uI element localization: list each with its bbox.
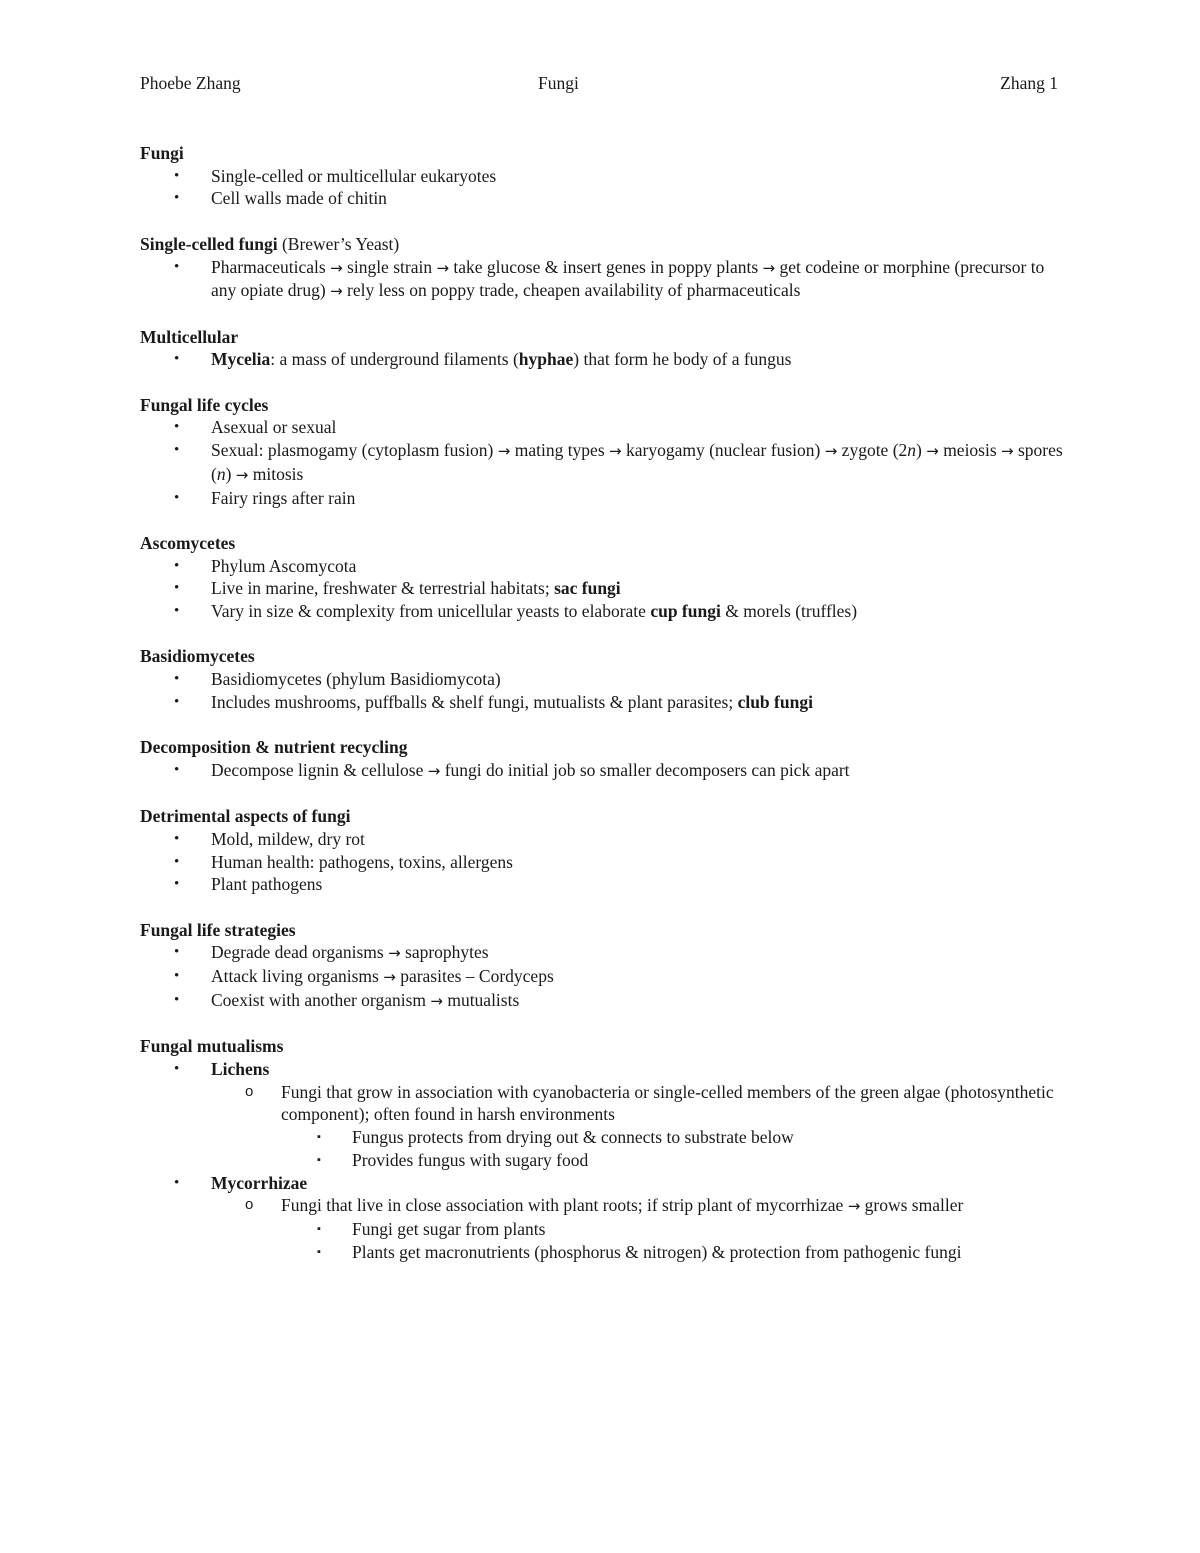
text-run: fungi do initial job so smaller decomposers can pick apart xyxy=(440,759,850,780)
text-run: Fungus protects from drying out & connects to substrate below xyxy=(352,1127,794,1148)
text-run: Fungi that grow in association with cyanobacteria or single-celled members of the green algae (photosynthetic component); often found in harsh environments xyxy=(281,1081,1054,1125)
text-run: mitosis xyxy=(248,463,304,484)
arrow-right-icon: → xyxy=(926,442,939,461)
arrow-right-icon: → xyxy=(497,442,511,461)
bullet-list xyxy=(140,348,1070,371)
section xyxy=(140,233,1070,303)
list-item-text xyxy=(211,257,1044,301)
text-run: ) xyxy=(916,440,927,461)
document-body xyxy=(140,142,1070,1286)
list-item xyxy=(140,1058,1070,1081)
arrow-right-icon: → xyxy=(383,968,396,987)
bullet-list xyxy=(140,759,1070,783)
bullet-list xyxy=(140,555,1070,623)
text-run: Asexual or sexual xyxy=(211,417,337,438)
section-heading xyxy=(140,394,1070,417)
bullet-list xyxy=(140,828,1070,896)
bullet-icon: • xyxy=(174,671,180,688)
bullet-icon: • xyxy=(174,761,180,778)
section-title: Fungal mutualisms xyxy=(140,1036,284,1057)
bullet-icon: • xyxy=(174,830,180,847)
section-title: Fungal life strategies xyxy=(140,919,296,940)
text-run: Fungi that live in close association with plant roots; if strip plant of mycorrhizae xyxy=(281,1195,848,1216)
list-item-text xyxy=(211,488,355,508)
italic-symbol: n xyxy=(216,463,226,484)
list-item xyxy=(140,759,1070,783)
bullet-icon: • xyxy=(174,442,180,459)
square-bullet-icon: ▪ xyxy=(317,1245,321,1258)
section-title: Ascomycetes xyxy=(140,532,236,553)
arrow-right-icon: → xyxy=(436,258,450,277)
bullet-icon: • xyxy=(174,876,180,893)
list-item xyxy=(140,965,1070,989)
section-heading xyxy=(140,326,1070,349)
text-run: Sexual: plasmogamy (cytoplasm fusion) xyxy=(211,440,498,461)
bullet-icon: • xyxy=(174,603,180,619)
text-run: saprophytes xyxy=(400,942,489,963)
bold-term: Lichens xyxy=(211,1058,270,1079)
arrow-right-icon: → xyxy=(847,1197,861,1216)
list-item-text xyxy=(281,1195,963,1215)
bullet-icon: • xyxy=(174,190,180,207)
list-item xyxy=(140,828,1070,851)
text-run: Attack living organisms xyxy=(211,966,384,987)
text-run: Cell walls made of chitin xyxy=(211,188,387,209)
text-run: Degrade dead organisms xyxy=(211,942,389,963)
list-item xyxy=(140,600,1070,623)
text-run: Fairy rings after rain xyxy=(211,487,356,508)
arrow-right-icon: → xyxy=(609,442,622,461)
bullet-icon: • xyxy=(174,258,180,275)
text-run: ) that form he body of a fungus xyxy=(573,349,792,370)
bullet-icon: • xyxy=(174,167,180,184)
text-run: Phylum Ascomycota xyxy=(211,555,357,576)
section xyxy=(140,532,1070,623)
list-item xyxy=(140,487,1070,510)
section-heading xyxy=(140,233,1070,256)
section-title: Multicellular xyxy=(140,326,239,347)
circle-bullet-icon: o xyxy=(245,1196,254,1214)
list-item xyxy=(140,1149,1070,1172)
list-item-text xyxy=(211,966,554,986)
bold-term: sac fungi xyxy=(554,578,621,599)
text-run: Decompose lignin & cellulose xyxy=(211,759,428,780)
text-run: Single-celled or multicellular eukaryotes xyxy=(211,165,497,186)
section xyxy=(140,736,1070,782)
list-item-text xyxy=(352,1150,588,1170)
text-run: Human health: pathogens, toxins, allergens xyxy=(211,851,513,872)
arrow-right-icon: → xyxy=(430,991,443,1010)
text-run: grows smaller xyxy=(860,1195,964,1216)
list-item xyxy=(140,1081,1070,1126)
arrow-right-icon: → xyxy=(235,465,249,484)
section-heading xyxy=(140,532,1070,555)
italic-symbol: n xyxy=(907,440,917,461)
list-item-text xyxy=(211,852,513,872)
list-item-text xyxy=(211,349,791,369)
text-run: karyogamy (nuclear fusion) xyxy=(621,440,825,461)
list-item xyxy=(140,165,1070,188)
arrow-right-icon: → xyxy=(388,944,401,963)
list-item-text xyxy=(211,669,501,689)
section-title: Fungal life cycles xyxy=(140,394,269,415)
bullet-list xyxy=(140,416,1070,509)
section-title: Basidiomycetes xyxy=(140,646,255,667)
page-header xyxy=(140,72,1058,96)
text-run: Provides fungus with sugary food xyxy=(352,1149,589,1170)
text-run: Fungi get sugar from plants xyxy=(352,1218,546,1239)
list-item-text xyxy=(211,166,496,186)
bold-term: Mycelia xyxy=(211,349,271,370)
bullet-icon: • xyxy=(174,351,180,368)
bullet-icon: • xyxy=(174,968,180,985)
bold-term: Mycorrhizae xyxy=(211,1172,308,1193)
arrow-right-icon: → xyxy=(1001,442,1014,461)
list-item-text xyxy=(211,188,387,208)
list-item-text xyxy=(211,692,813,712)
list-item xyxy=(140,348,1070,371)
text-run: Vary in size & complexity from unicellular yeasts to elaborate xyxy=(211,601,651,621)
section xyxy=(140,919,1070,1013)
section-title: Fungi xyxy=(140,143,184,163)
list-item-text xyxy=(211,440,1063,484)
text-run: spores ( xyxy=(211,440,1063,484)
bullet-icon: • xyxy=(174,1174,180,1191)
text-run: Plants get macronutrients (phosphorus & nitrogen) & protection from pathogenic fungi xyxy=(352,1241,962,1262)
list-item xyxy=(140,416,1070,439)
section-title-suffix: (Brewer’s Yeast) xyxy=(277,233,400,254)
bullet-icon: • xyxy=(174,419,180,436)
section xyxy=(140,326,1070,371)
list-item xyxy=(140,691,1070,714)
list-item xyxy=(140,577,1070,600)
list-item-text xyxy=(211,601,857,621)
list-item-text xyxy=(352,1127,794,1147)
bullet-list xyxy=(140,1058,1070,1263)
list-item-text xyxy=(211,556,356,576)
text-run: single strain xyxy=(342,256,437,277)
list-item-text xyxy=(352,1242,961,1262)
bold-term: hyphae xyxy=(518,349,574,370)
bullet-list xyxy=(140,668,1070,713)
arrow-right-icon: → xyxy=(824,442,838,461)
header-page-number: Zhang 1 xyxy=(1000,73,1058,93)
header-topic: Fungi xyxy=(538,73,579,93)
list-item xyxy=(140,668,1070,691)
arrow-right-icon: → xyxy=(427,761,441,780)
text-run: mutualists xyxy=(442,989,520,1010)
list-item xyxy=(140,187,1070,210)
section xyxy=(140,645,1070,713)
section-title: Single-celled fungi xyxy=(140,233,278,254)
list-item-text xyxy=(211,417,336,437)
bullet-list xyxy=(140,165,1070,210)
text-run: take glucose & insert genes in poppy plants xyxy=(449,256,763,277)
arrow-right-icon: → xyxy=(330,258,343,277)
list-item xyxy=(140,851,1070,874)
list-item-text xyxy=(211,874,322,894)
list-item xyxy=(140,1172,1070,1195)
list-item xyxy=(140,873,1070,896)
header-author: Phoebe Zhang xyxy=(140,73,241,93)
list-item xyxy=(140,1194,1070,1218)
circle-bullet-icon: o xyxy=(245,1082,254,1100)
text-run: : a mass of underground filaments ( xyxy=(270,349,519,370)
list-item xyxy=(140,1218,1070,1241)
list-item-text xyxy=(211,942,489,962)
bullet-icon: • xyxy=(174,557,180,574)
text-run: Basidiomycetes (phylum Basidiomycota) xyxy=(211,669,501,690)
list-item-text xyxy=(281,1082,1054,1125)
bullet-icon: • xyxy=(174,580,180,597)
square-bullet-icon: ▪ xyxy=(317,1153,321,1166)
bullet-icon: • xyxy=(174,991,180,1008)
list-item-text xyxy=(211,1173,307,1193)
text-run: Coexist with another organism xyxy=(211,989,431,1010)
section-heading xyxy=(140,1035,1070,1058)
text-run: mating types xyxy=(510,440,610,461)
list-item-text xyxy=(211,578,621,598)
list-item-text xyxy=(352,1219,545,1239)
arrow-right-icon: → xyxy=(330,282,343,301)
section-title: Decomposition & nutrient recycling xyxy=(140,737,408,758)
text-run: rely less on poppy trade, cheapen availability of pharmaceuticals xyxy=(342,280,801,301)
section-heading xyxy=(140,805,1070,828)
text-run: Includes mushrooms, puffballs & shelf fungi, mutualists & plant parasites; xyxy=(211,691,738,712)
bullet-list xyxy=(140,941,1070,1012)
list-item-text xyxy=(211,829,365,849)
list-item xyxy=(140,555,1070,578)
bullet-icon: • xyxy=(174,944,180,961)
square-bullet-icon: ▪ xyxy=(317,1222,321,1235)
section-heading xyxy=(140,142,1070,165)
list-item xyxy=(140,989,1070,1013)
text-run: Live in marine, freshwater & terrestrial habitats; xyxy=(211,578,555,599)
bullet-icon: • xyxy=(174,693,180,710)
text-run: meiosis xyxy=(938,440,1002,461)
list-item-text xyxy=(211,990,519,1010)
section xyxy=(140,1035,1070,1263)
section xyxy=(140,142,1070,210)
text-run: Mold, mildew, dry rot xyxy=(211,828,365,849)
section-heading xyxy=(140,645,1070,668)
bold-term: club fungi xyxy=(737,691,813,712)
section-heading xyxy=(140,736,1070,759)
bullet-icon: • xyxy=(174,853,180,870)
list-item xyxy=(140,1241,1070,1264)
section-title: Detrimental aspects of fungi xyxy=(140,806,351,827)
text-run: Plant pathogens xyxy=(211,874,323,895)
list-item xyxy=(140,439,1070,486)
list-item xyxy=(140,941,1070,965)
text-run: get codeine or morphine (precursor to any opiate drug) xyxy=(211,256,1045,301)
bullet-icon: • xyxy=(174,489,180,506)
text-run: zygote (2 xyxy=(837,440,908,461)
section xyxy=(140,805,1070,896)
list-item xyxy=(140,1126,1070,1149)
list-item-text xyxy=(211,1059,269,1079)
list-item xyxy=(140,256,1070,303)
arrow-right-icon: → xyxy=(762,258,776,277)
text-run: ) xyxy=(225,463,236,484)
bullet-icon: • xyxy=(174,1060,180,1077)
text-run: Pharmaceuticals xyxy=(211,256,331,277)
text-run: parasites – Cordyceps xyxy=(395,966,554,987)
square-bullet-icon: ▪ xyxy=(317,1131,321,1144)
list-item-text xyxy=(211,760,850,780)
bullet-list xyxy=(140,256,1070,303)
section-heading xyxy=(140,919,1070,942)
bold-term: cup fungi xyxy=(650,601,721,621)
section xyxy=(140,394,1070,510)
text-run: & morels (truffles) xyxy=(720,601,858,621)
